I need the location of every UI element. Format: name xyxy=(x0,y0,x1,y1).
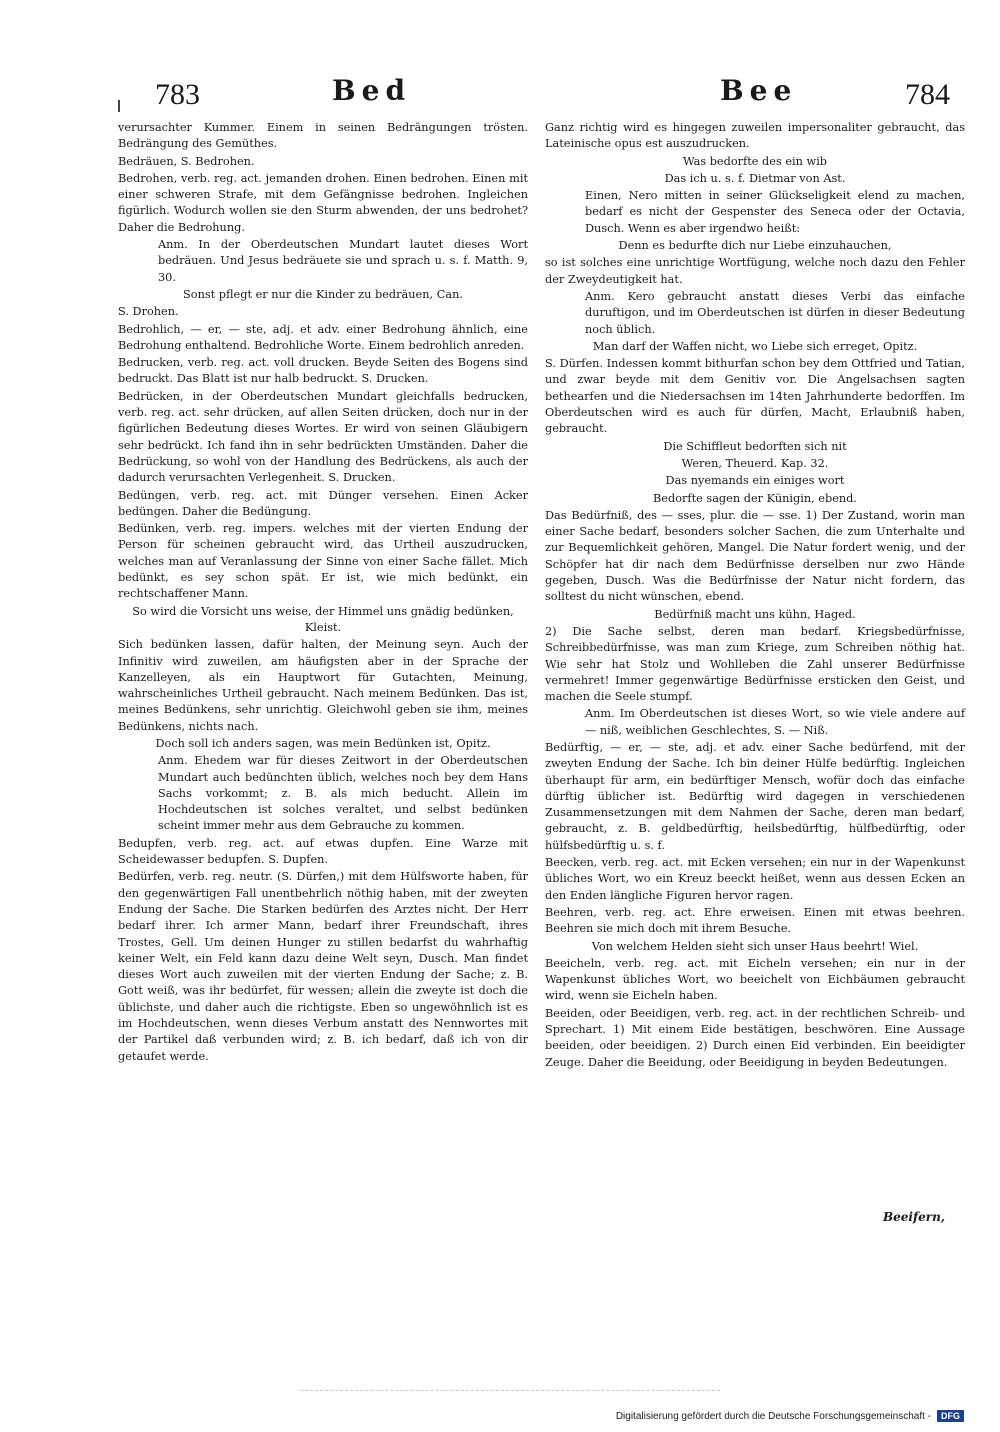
right-column xyxy=(545,120,965,1071)
dictionary-entry: Das Bedürfniß, des — sses, plur. die — sse. 1) Der Zustand, worin man einer Sache bedarf, besonders solcher Sachen, die zum Unterhalte und zur Bequemlichkeit gehören, Mangel. Die Natur fordert wenig, und der Schöpfer hat dir nach dem Bedürfnisse derselben nur zwo Hände gegeben, Dusch. Was die Bedürfnisse der Natur nicht fordern, das solltest du nicht wünschen, ebend. xyxy=(545,508,965,604)
dictionary-entry: 2) Die Sache selbst, deren man bedarf. Kriegsbedürfnisse, Schreibbedürfnisse, was man zum Kriege, zum Schreiben nöthig hat. Wie sehr hat Stolz und Wohlleben die Zahl unserer Bedürfnisse vermehret! Immer gegenwärtige Bedürfnisse ersticken den Geist, und machen die Seele stumpf. xyxy=(545,624,965,704)
footer xyxy=(616,1410,964,1422)
dictionary-entry: Anm. Ehedem war für dieses Zeitwort in der Oberdeutschen Mundart auch bedünchten üblich, welches noch bey dem Hans Sachs vorkommt; z. B. als mich beducht. Allein im Hochdeutschen ist solches veraltet, und selbst bedünken scheint immer mehr aus dem Gebrauche zu kommen. xyxy=(158,754,528,833)
dictionary-entry: Beeicheln, verb. reg. act. mit Eicheln versehen; ein nur in der Wapenkunst übliches Wort, wo beeichelt von Eichbäumen gebraucht wird, wenn sie Eicheln haben. xyxy=(545,956,965,1003)
dfg-logo: DFG xyxy=(937,1410,964,1422)
dictionary-entry: Denn es bedurfte dich nur Liebe einzuhauchen, xyxy=(618,239,892,253)
dictionary-entry: S. Dürfen. Indessen kommt bithurfan schon bey dem Ottfried und Tatian, und zwar beyde mit dem Genitiv vor. Die Angelsachsen sagten bethearfen und die Niedersachsen im 14ten Jahrhunderte bedorffen. Im Oberdeutschen wird es auch für dürfen, Macht, Erlaubniß haben, gebraucht. xyxy=(545,357,965,436)
dictionary-entry: Anm. Im Oberdeutschen ist dieses Wort, so wie viele andere auf — niß, weiblichen Geschlechtes, S. — Niß. xyxy=(585,707,965,737)
left-column xyxy=(118,120,528,1065)
dictionary-entry: S. Drohen. xyxy=(118,305,179,319)
dictionary-entry: Bedrucken, verb. reg. act. voll drucken. Beyde Seiten des Bogens sind bedruckt. Das Blatt ist nur halb bedruckt. S. Drucken. xyxy=(118,356,528,386)
footer-text: Digitalisierung gefördert durch die Deutsche Forschungsgemeinschaft - xyxy=(615,1410,931,1422)
dictionary-entry: Anm. Kero gebraucht anstatt dieses Verbi das einfache duruftigon, und im Oberdeutschen ist dürfen in dieser Bedeutung noch üblich. xyxy=(585,289,965,336)
dictionary-entry: Beeiden, oder Beeidigen, verb. reg. act. in der rechtlichen Schreib- und Sprechart. 1) Mit einem Eide bestätigen, beschwören. Eine Aussage beeiden, oder beeidigen. 2) Durch einen Eid verbinden. Ein beeidigter Zeuge. Daher die Beeidung, oder Beeidigung in beyden Bedeutungen. xyxy=(545,1006,965,1069)
dictionary-entry: Einen, Nero mitten in seiner Glückseligkeit elend zu machen, bedarf es nicht der Gespenster des Seneca oder der Octavia, Dusch. Wenn es aber irgendwo heißt: xyxy=(585,189,965,235)
dictionary-entry: Bedrohen, verb. reg. act. jemanden drohen. Einen bedrohen. Einen mit einer schweren Strafe, mit dem Gefängnisse bedrohen. Ingleichen figürlich. Wodurch wollen sie den Sturm abwenden, der uns bedrohet? Daher die Bedrohung. xyxy=(118,171,528,234)
dictionary-entry: so ist solches eine unrichtige Wortfügung, welche noch dazu den Fehler der Zweydeutigkeit hat. xyxy=(545,256,965,286)
dictionary-entry: Beecken, verb. reg. act. mit Ecken versehen; ein nur in der Wapenkunst übliches Wort, wo ein Kreuz beeckt heißet, wenn aus dessen Ecken an den Enden längliche Figuren hervor ragen. xyxy=(545,856,965,902)
dictionary-entry: Beehren, verb. reg. act. Ehre erweisen. Einen mit etwas beehren. Beehren sie mich doch mit ihrem Besuche. xyxy=(545,905,965,936)
dictionary-entry: Was bedorfte des ein wib xyxy=(682,154,828,168)
dictionary-entry: So wird die Vorsicht uns weise, der Himmel uns gnädig bedünken, Kleist. xyxy=(132,604,514,634)
divider xyxy=(300,1390,720,1391)
dictionary-entry: Bedupfen, verb. reg. act. auf etwas dupfen. Eine Warze mit Scheidewasser bedupfen. S. Dupfen. xyxy=(118,836,528,867)
dictionary-entry: Anm. In der Oberdeutschen Mundart lautet dieses Wort bedräuen. Und Jesus bedräuete sie und sprach u. s. f. Matth. 9, 30. xyxy=(158,238,528,284)
dictionary-entry: Bedürfniß macht uns kühn, Haged. xyxy=(654,607,856,621)
dictionary-entry: Bedräuen, S. Bedrohen. xyxy=(118,154,255,168)
dictionary-entry: Bedrohlich, — er, — ste, adj. et adv. einer Bedrohung ähnlich, eine Bedrohung enthaltend. Bedrohliche Worte. Einem bedrohlich anreden. xyxy=(118,322,528,352)
running-head-right: Bee xyxy=(720,74,798,107)
dictionary-entry: Ganz richtig wird es hingegen zuweilen impersonaliter gebraucht, das Lateinische opus est auszudrucken. xyxy=(545,121,965,151)
page-number-left: 783 xyxy=(155,78,200,111)
dictionary-entry: verursachter Kummer. Einem in seinen Bedrängungen trösten. Bedrängung des Gemüthes. xyxy=(118,121,528,151)
catchword: Beeifern, xyxy=(883,1210,945,1224)
dictionary-entry: Sonst pflegt er nur die Kinder zu bedräuen, Can. xyxy=(183,287,463,301)
dictionary-entry: Das ich u. s. f. Dietmar von Ast. xyxy=(664,171,846,185)
dictionary-entry: Doch soll ich anders sagen, was mein Bedünken ist, Opitz. xyxy=(155,736,491,750)
dictionary-entry: Weren, Theuerd. Kap. 32. xyxy=(681,456,829,470)
running-head-left: Bed xyxy=(332,74,412,107)
dictionary-entry: Das nyemands ein einiges wort xyxy=(665,474,845,488)
dictionary-entry: Sich bedünken lassen, dafür halten, der Meinung seyn. Auch der Infinitiv wird zuweilen, am häufigsten aber in der Sprache der Kanzelleyen, als ein Hauptwort für Gutachten, Meinung, wahrscheinliches Urtheil gebraucht. Nach meinem Bedünken. Das ist, meines Bedünkens, sehr unrichtig. Gleichwohl geben sie ihm, meines Bedünkens, nichts nach. xyxy=(118,638,528,733)
dictionary-entry: Von welchem Helden sieht sich unser Haus beehrt! Wiel. xyxy=(591,939,919,953)
dictionary-entry: Bedrücken, in der Oberdeutschen Mundart gleichfalls bedrucken, verb. reg. act. sehr drücken, auf allen Seiten drücken, doch nur in der figürlichen Bedeutung dieses Wortes. Er wird von seinen Gläubigern sehr bedrückt. Ich fand ihn in sehr bedrückten Umständen. Daher die Bedrückung, so wohl von der Handlung des Bedrückens, als auch der dadurch verursachten Verlegenheit. S. Drucken. xyxy=(118,389,528,485)
dictionary-entry: Bedüngen, verb. reg. act. mit Dünger versehen. Einen Acker bedüngen. Daher die Bedüngung. xyxy=(118,488,528,518)
dictionary-entry: Bedürftig, — er, — ste, adj. et adv. einer Sache bedürfend, mit der zweyten Endung der Sache. Ich bin deiner Hülfe bedürftig. Ingleichen überhaupt für arm, ein bedürftiger Mensch, wofür doch das einfache dürftig üblicher ist. Bedürftig wird dagegen in verschiedenen Zusammensetzungen mit dem Nahmen der Sache, deren man bedarf, gebraucht, z. B. geldbedürftig, heilsbedürftig, hülfbedürftig, oder hülfsbedürftig u. s. f. xyxy=(545,740,965,852)
dictionary-entry: Man darf der Waffen nicht, wo Liebe sich erreget, Opitz. xyxy=(592,339,918,353)
dictionary-entry: Bedürfen, verb. reg. neutr. (S. Dürfen,) mit dem Hülfsworte haben, für den gegenwärtigen Fall unentbehrlich nöthig haben, mit der zweyten Endung der Sache. Die Starken bedürfen des Arztes nicht. Der Herr bedarf ihrer. Ich armer Mann, bedarf ihrer Freundschaft, ihres Trostes, Gell. Um deinen Hunger zu stillen bedarfst du wahrhaftig keiner Welt, ein Feld kann dazu deine Welt seyn, Dusch. Man findet dieses Wort auch zuweilen mit der vierten Endung der Sache; z. B. Gott weiß, was ihr bedürfet, für wessen; allein die zweyte ist doch die üblichste, und daher auch die richtigste. Eben so ungewöhnlich ist es im Hochdeutschen, wenn dieses Verbum anstatt des Nennwortes mit der Partikel daß verbunden wird; z. B. ich bedarf, daß ich von dir getaufet werde. xyxy=(118,870,528,1063)
dictionary-entry: Bedünken, verb. reg. impers. welches mit der vierten Endung der Person für scheinen gebraucht wird, das Urtheil auszudrucken, welches man auf Veranlassung der Sinne von einer Sache fället. Mich bedünkt, es sey schon spät. Er ist, wie mich bedünkt, ein rechtschaffener Mann. xyxy=(118,522,528,601)
dictionary-entry: Die Schiffleut bedorften sich nit xyxy=(663,439,847,453)
page-number-right: 784 xyxy=(905,78,950,111)
margin-mark xyxy=(118,100,120,112)
dictionary-entry: Bedorfte sagen der Künigin, ebend. xyxy=(652,491,857,505)
